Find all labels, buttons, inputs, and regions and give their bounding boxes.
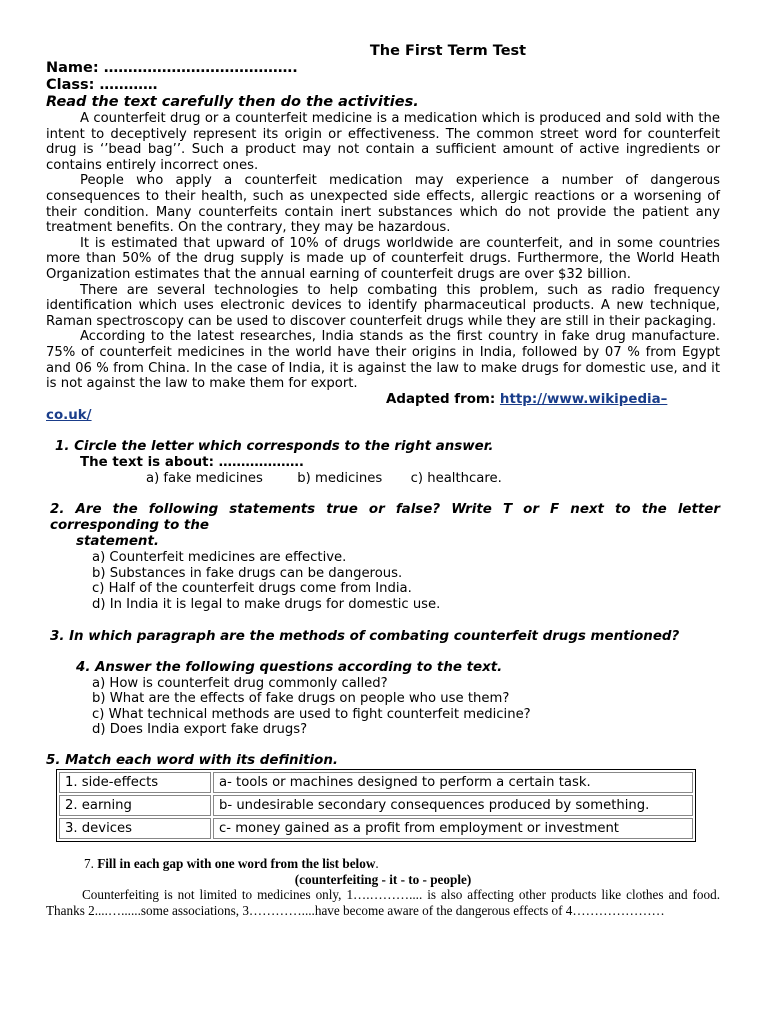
statement-a: a) Counterfeit medicines are effective. xyxy=(92,550,347,566)
class-field-label: Class: ………… xyxy=(46,77,158,93)
question-2-statements xyxy=(46,550,720,612)
question-5-prompt: 5. Match each word with its definition. xyxy=(46,753,338,769)
question-3-prompt: 3. In which paragraph are the methods of combating counterfeit drugs mentioned? xyxy=(50,628,680,644)
adapted-from-label: Adapted from: xyxy=(386,391,496,407)
paragraph-2: People who apply a counterfeit medication may experience a number of dangerous consequences to their health, such as unexpected side effects, allergic reactions or a worsening of their condition. Many counterfeits contain inert substances which do not provide the patient any treatment benefits. On the contrary, they may be hazardous. xyxy=(46,173,720,236)
reading-instruction: Read the text carefully then do the activities. xyxy=(46,94,419,110)
paragraph-4: There are several technologies to help combating this problem, such as radio frequency identification which uses electronic devices to identify pharmaceutical products. A new technique, Raman spectroscopy can be used to discover counterfeit drugs while they are still in their packaging. xyxy=(46,282,720,329)
page-title: The First Term Test xyxy=(369,43,527,59)
question-1-options xyxy=(46,471,720,487)
question-4-prompt: 4. Answer the following questions according to the text. xyxy=(76,659,503,675)
word-cell: 1. side-effects xyxy=(59,772,211,793)
question-2-prompt-cont: statement. xyxy=(76,534,159,550)
name-field-label: Name: …………………………………. xyxy=(46,60,298,76)
paragraph-1: A counterfeit drug or a counterfeit medicine is a medication which is produced and sold with the intent to deceptively represent its origin or effectiveness. The common street word for counterfeit drug is ‘’bead bag’’. Such a product may not contain a sufficient amount of active ingredients or contains entirely incorrect ones. xyxy=(46,111,720,173)
question-1-prompt: 1. Circle the letter which corresponds to the right answer. xyxy=(55,438,494,454)
definition-cell: b- undesirable secondary consequences produced by something. xyxy=(213,795,693,816)
table-row xyxy=(59,818,693,839)
gap-fill-text: Counterfeiting is not limited to medicines only, 1….……….... is also affecting other products like clothes and food. Thanks 2....…......some associations, 3…………....have become aware of the dangerous effects of 4………………… xyxy=(46,887,720,918)
matching-table xyxy=(56,769,696,842)
question-4-questions xyxy=(46,676,720,738)
table-row xyxy=(59,772,693,793)
source-link[interactable]: http://www.wikipedia– xyxy=(499,391,668,407)
word-list: (counterfeiting - it - to - people) xyxy=(294,871,472,887)
test-page xyxy=(46,42,720,918)
question-1-stem: The text is about: ………………. xyxy=(80,454,305,470)
question-7-instruction: Fill in each gap with one word from the list below xyxy=(97,856,376,872)
option-c: c) healthcare. xyxy=(410,470,502,486)
question-4c: c) What technical methods are used to fight counterfeit medicine? xyxy=(92,706,531,722)
question-7-prompt: 7. Fill in each gap with one word from the list below. xyxy=(84,856,379,872)
definition-cell: c- money gained as a profit from employment or investment xyxy=(213,818,693,839)
source-attribution xyxy=(46,392,720,424)
option-b: b) medicines xyxy=(297,470,383,486)
question-4a: a) How is counterfeit drug commonly called? xyxy=(92,675,388,691)
paragraph-5: According to the latest researches, India stands as the first country in fake drug manufacture. 75% of counterfeit medicines in the world have their origins in India, followed by 07 % from Egypt and 06 % from China. In the case of India, it is against the law to make drugs for domestic use, and it is not against the law to make them for export. xyxy=(46,329,720,392)
question-4d: d) Does India export fake drugs? xyxy=(92,722,308,738)
question-7-number: 7. xyxy=(84,856,94,872)
paragraph-3: It is estimated that upward of 10% of drugs worldwide are counterfeit, and in some countries more than 50% of the drug supply is made up of counterfeit drugs. Furthermore, the World Heath Organization estimates that the annual earning of counterfeit drugs are over $32 billion. xyxy=(46,235,720,282)
definition-cell: a- tools or machines designed to perform a certain task. xyxy=(213,772,693,793)
option-a: a) fake medicines xyxy=(146,470,263,486)
statement-d: d) In India it is legal to make drugs for domestic use. xyxy=(92,597,441,613)
word-cell: 2. earning xyxy=(59,795,211,816)
statement-b: b) Substances in fake drugs can be dangerous. xyxy=(92,565,403,581)
question-4b: b) What are the effects of fake drugs on people who use them? xyxy=(92,691,510,707)
word-cell: 3. devices xyxy=(59,818,211,839)
source-link-continued[interactable]: co.uk/ xyxy=(46,407,92,423)
table-row xyxy=(59,795,693,816)
question-2-prompt: 2. Are the following statements true or false? Write T or F next to the letter corresponding to the xyxy=(50,502,720,534)
statement-c: c) Half of the counterfeit drugs come from India. xyxy=(92,581,412,597)
